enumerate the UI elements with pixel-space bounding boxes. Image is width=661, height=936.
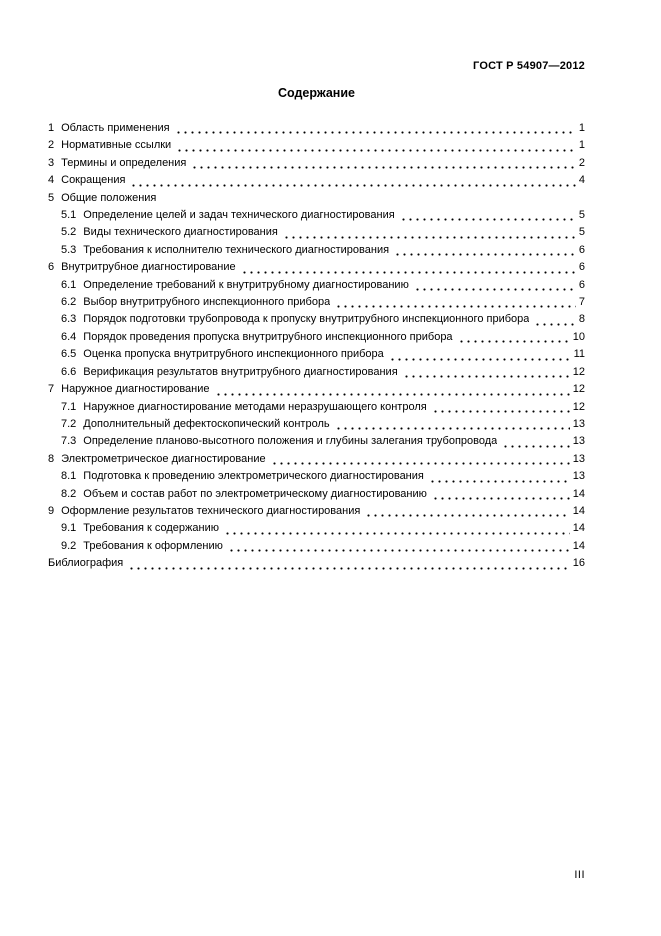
toc-entry-title: Наружное диагностирование методами неразрушающего контроля [83, 400, 427, 413]
toc-entry-number: 9.2 [61, 539, 77, 552]
toc-entry-page: 1 [578, 122, 585, 134]
toc-entry-label [48, 468, 424, 485]
table-of-contents [48, 120, 585, 573]
toc-entry-label [48, 451, 266, 468]
toc-entry-title: Виды технического диагностирования [83, 226, 278, 239]
toc-entry-page: 13 [572, 470, 585, 483]
toc-entry-label [48, 520, 219, 537]
toc-entry-page: 5 [578, 226, 585, 239]
dot-leader [432, 486, 570, 503]
toc-entry-number: 1 [48, 122, 55, 134]
toc-entry [48, 311, 585, 328]
toc-entry-title: Общие положения [61, 191, 157, 204]
toc-entry-page: 4 [578, 174, 585, 187]
toc-entry-label [48, 190, 156, 207]
toc-entry-page: 1 [578, 139, 585, 152]
toc-entry-title: Требования к исполнителю технического диагностирования [83, 243, 390, 256]
toc-entry-number: 6.4 [61, 330, 77, 343]
dot-leader [534, 311, 576, 328]
toc-entry-page: 5 [578, 209, 585, 222]
toc-entry-label [48, 381, 210, 398]
toc-entry-page: 10 [572, 330, 585, 343]
toc-entry-title: Требования к оформлению [83, 539, 223, 552]
dot-leader [400, 207, 576, 224]
toc-entry-label [48, 155, 186, 172]
toc-entry [48, 277, 585, 294]
toc-entry-number: 3 [48, 156, 55, 169]
dot-leader [161, 190, 582, 207]
toc-entry-title: Объем и состав работ по электрометрическому диагностированию [83, 487, 427, 500]
toc-entry-page: 6 [578, 243, 585, 256]
dot-leader [429, 468, 570, 485]
toc-entry-title: Сокращения [61, 174, 126, 187]
dot-leader [403, 364, 570, 381]
dot-leader [191, 155, 576, 172]
dot-leader [458, 329, 570, 346]
toc-entry-title: Порядок проведения пропуска внутритрубного инспекционного прибора [83, 330, 453, 343]
toc-entry-page: 8 [578, 313, 585, 326]
toc-entry [48, 381, 585, 398]
dot-leader [224, 520, 570, 537]
document-footer [48, 869, 585, 881]
toc-entry-label [48, 120, 170, 137]
dot-leader [394, 242, 576, 259]
toc-entry-title: Определение требований к внутритрубному диагностированию [83, 278, 409, 291]
toc-entry-label [48, 207, 395, 224]
toc-entry-label [48, 137, 171, 154]
dot-leader [283, 224, 576, 241]
toc-entry-number: 6 [48, 261, 55, 274]
document-header [48, 60, 585, 72]
toc-entry-title: Оформление результатов технического диагностирования [61, 504, 361, 517]
toc-entry-number: 5.2 [61, 226, 77, 239]
toc-entry-page: 16 [572, 557, 585, 570]
toc-entry-label [48, 399, 427, 416]
toc-entry-title: Определение планово-высотного положения и глубины залегания трубопровода [83, 435, 498, 448]
toc-entry [48, 120, 585, 137]
dot-leader [365, 503, 569, 520]
toc-entry-number: 7.2 [61, 417, 77, 430]
toc-entry [48, 259, 585, 276]
toc-entry-number: 9 [48, 504, 55, 517]
toc-entry-label [48, 294, 330, 311]
toc-entry [48, 172, 585, 189]
toc-entry-number: 5 [48, 191, 55, 204]
toc-entry-label [48, 538, 223, 555]
toc-entry [48, 224, 585, 241]
dot-leader [335, 416, 570, 433]
toc-entry [48, 155, 585, 172]
toc-entry [48, 364, 585, 381]
toc-entry-label [48, 311, 529, 328]
toc-entry [48, 207, 585, 224]
dot-leader [432, 399, 570, 416]
dot-leader [389, 346, 571, 363]
toc-entry-page: 12 [572, 365, 585, 378]
toc-entry [48, 468, 585, 485]
page-number: III [574, 869, 585, 881]
toc-entry-number: 7.3 [61, 435, 77, 448]
dot-leader [128, 555, 570, 572]
toc-entry-title: Дополнительный дефектоскопический контроль [83, 417, 330, 430]
dot-leader [335, 294, 576, 311]
dot-leader [175, 120, 576, 137]
toc-entry-title: Область применения [61, 122, 170, 134]
toc-entry [48, 555, 585, 572]
toc-entry [48, 242, 585, 259]
dot-leader [414, 277, 576, 294]
toc-entry-title: Внутритрубное диагностирование [61, 261, 236, 274]
toc-entry-label [48, 433, 497, 450]
toc-entry-number: 2 [48, 139, 55, 152]
toc-entry-page: 11 [573, 348, 585, 361]
dot-leader [215, 381, 570, 398]
toc-entry [48, 433, 585, 450]
toc-entry-title: Верификация результатов внутритрубного диагностирования [83, 365, 398, 378]
toc-entry-number: 7.1 [61, 400, 77, 413]
toc-entry [48, 451, 585, 468]
toc-entry-number: 4 [48, 174, 55, 187]
toc-entry-number: 8 [48, 452, 55, 465]
toc-entry-title: Электрометрическое диагностирование [61, 452, 266, 465]
toc-entry [48, 520, 585, 537]
toc-entry-page: 2 [578, 156, 585, 169]
toc-entry-number: 9.1 [61, 522, 77, 535]
toc-entry-title: Нормативные ссылки [61, 139, 172, 152]
toc-entry [48, 137, 585, 154]
toc-entry-page: 6 [578, 278, 585, 291]
toc-entry-title: Библиография [48, 557, 124, 570]
toc-entry-title: Порядок подготовки трубопровода к пропуску внутритрубного инспекционного прибора [83, 313, 530, 326]
doc-number: ГОСТ Р 54907—2012 [473, 60, 585, 72]
toc-entry-title: Подготовка к проведению электрометрического диагностирования [83, 470, 424, 483]
toc-entry [48, 503, 585, 520]
toc-entry-label [48, 329, 453, 346]
toc-entry-number: 5.3 [61, 243, 77, 256]
dot-leader [176, 137, 576, 154]
toc-entry [48, 416, 585, 433]
toc-entry-label [48, 172, 125, 189]
toc-entry-label [48, 259, 236, 276]
toc-entry [48, 486, 585, 503]
toc-entry [48, 538, 585, 555]
toc-entry-label [48, 416, 330, 433]
toc-entry [48, 329, 585, 346]
toc-entry-page: 13 [572, 435, 585, 448]
toc-entry-page: 7 [578, 296, 585, 309]
toc-entry-title: Выбор внутритрубного инспекционного прибора [83, 296, 331, 309]
toc-entry-label [48, 486, 427, 503]
toc-entry-number: 8.2 [61, 487, 77, 500]
toc-entry [48, 294, 585, 311]
toc-entry-page: 14 [572, 539, 585, 552]
toc-entry-label [48, 555, 123, 572]
toc-entry-title: Наружное диагностирование [61, 383, 210, 396]
toc-entry-label [48, 242, 389, 259]
toc-entry-page: 12 [572, 400, 585, 413]
dot-leader [241, 259, 576, 276]
toc-entry-label [48, 503, 360, 520]
toc-entry-page: 14 [572, 487, 585, 500]
dot-leader [502, 433, 569, 450]
toc-entry-title: Термины и определения [61, 156, 187, 169]
toc-entry-label [48, 346, 384, 363]
toc-entry-number: 5.1 [61, 209, 77, 222]
toc-entry-page: 6 [578, 261, 585, 274]
dot-leader [130, 172, 575, 189]
toc-entry-number: 7 [48, 383, 55, 396]
toc-entry-page: 12 [572, 383, 585, 396]
toc-entry-number: 6.1 [61, 278, 77, 291]
toc-title: Содержание [277, 86, 355, 100]
toc-entry-number: 8.1 [61, 470, 77, 483]
toc-entry-title: Оценка пропуска внутритрубного инспекционного прибора [83, 348, 384, 361]
toc-entry-number: 6.2 [61, 296, 77, 309]
toc-entry-page: 14 [572, 504, 585, 517]
toc-entry-label [48, 277, 409, 294]
toc-entry-number: 6.5 [61, 348, 77, 361]
dot-leader [271, 451, 570, 468]
toc-entry-label [48, 364, 398, 381]
toc-entry-number: 6.6 [61, 365, 77, 378]
toc-entry-number: 6.3 [61, 313, 77, 326]
toc-entry-label [48, 224, 278, 241]
toc-entry-title: Требования к содержанию [83, 522, 219, 535]
toc-entry [48, 346, 585, 363]
dot-leader [228, 538, 570, 555]
toc-entry-page: 13 [572, 452, 585, 465]
toc-entry-page: 13 [572, 417, 585, 430]
toc-entry [48, 190, 585, 207]
toc-entry [48, 399, 585, 416]
toc-entry-page: 14 [572, 522, 585, 535]
toc-entry-title: Определение целей и задач технического диагностирования [83, 209, 395, 222]
